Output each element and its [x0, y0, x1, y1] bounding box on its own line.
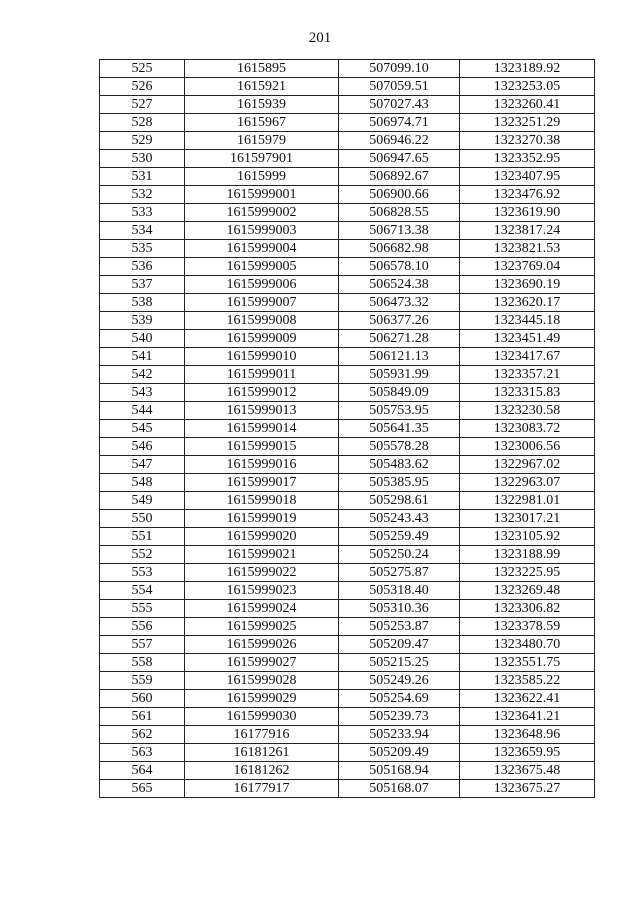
- point-id-cell: 1615999004: [185, 240, 339, 258]
- y-coordinate-cell: 1322981.01: [460, 492, 595, 510]
- x-coordinate-cell: 505250.24: [339, 546, 460, 564]
- point-number-cell: 536: [100, 258, 185, 276]
- point-id-cell: 1615999006: [185, 276, 339, 294]
- table-row: [100, 582, 595, 600]
- point-id-cell: 16181261: [185, 744, 339, 762]
- x-coordinate-cell: 505233.94: [339, 726, 460, 744]
- x-coordinate-cell: 505168.07: [339, 780, 460, 798]
- x-coordinate-cell: 506377.26: [339, 312, 460, 330]
- point-number-cell: 554: [100, 582, 185, 600]
- y-coordinate-cell: 1323378.59: [460, 618, 595, 636]
- point-number-cell: 530: [100, 150, 185, 168]
- point-id-cell: 1615999016: [185, 456, 339, 474]
- y-coordinate-cell: 1323675.48: [460, 762, 595, 780]
- table-row: [100, 402, 595, 420]
- x-coordinate-cell: 505318.40: [339, 582, 460, 600]
- table-row: [100, 546, 595, 564]
- y-coordinate-cell: 1323188.99: [460, 546, 595, 564]
- table-row: [100, 672, 595, 690]
- point-number-cell: 537: [100, 276, 185, 294]
- point-number-cell: 544: [100, 402, 185, 420]
- y-coordinate-cell: 1323769.04: [460, 258, 595, 276]
- x-coordinate-cell: 505578.28: [339, 438, 460, 456]
- point-number-cell: 563: [100, 744, 185, 762]
- point-number-cell: 557: [100, 636, 185, 654]
- point-number-cell: 526: [100, 78, 185, 96]
- y-coordinate-cell: 1323260.41: [460, 96, 595, 114]
- x-coordinate-cell: 505209.47: [339, 636, 460, 654]
- point-id-cell: 1615999001: [185, 186, 339, 204]
- y-coordinate-cell: 1323083.72: [460, 420, 595, 438]
- table-row: [100, 564, 595, 582]
- coordinates-table-body: [100, 60, 595, 798]
- point-id-cell: 1615999029: [185, 690, 339, 708]
- point-id-cell: 16177917: [185, 780, 339, 798]
- y-coordinate-cell: 1323619.90: [460, 204, 595, 222]
- point-number-cell: 549: [100, 492, 185, 510]
- y-coordinate-cell: 1323641.21: [460, 708, 595, 726]
- table-row: [100, 330, 595, 348]
- table-row: [100, 114, 595, 132]
- table-row: [100, 348, 595, 366]
- x-coordinate-cell: 505259.49: [339, 528, 460, 546]
- point-id-cell: 1615967: [185, 114, 339, 132]
- x-coordinate-cell: 506974.71: [339, 114, 460, 132]
- y-coordinate-cell: 1323620.17: [460, 294, 595, 312]
- x-coordinate-cell: 505168.94: [339, 762, 460, 780]
- point-number-cell: 531: [100, 168, 185, 186]
- x-coordinate-cell: 506892.67: [339, 168, 460, 186]
- table-row: [100, 528, 595, 546]
- x-coordinate-cell: 505298.61: [339, 492, 460, 510]
- point-number-cell: 539: [100, 312, 185, 330]
- table-row: [100, 240, 595, 258]
- x-coordinate-cell: 505253.87: [339, 618, 460, 636]
- point-id-cell: 1615999018: [185, 492, 339, 510]
- table-row: [100, 438, 595, 456]
- table-row: [100, 384, 595, 402]
- table-row: [100, 78, 595, 96]
- point-id-cell: 1615999012: [185, 384, 339, 402]
- table-row: [100, 294, 595, 312]
- point-number-cell: 558: [100, 654, 185, 672]
- x-coordinate-cell: 505753.95: [339, 402, 460, 420]
- x-coordinate-cell: 507059.51: [339, 78, 460, 96]
- x-coordinate-cell: 505385.95: [339, 474, 460, 492]
- point-number-cell: 560: [100, 690, 185, 708]
- point-id-cell: 1615999010: [185, 348, 339, 366]
- point-id-cell: 1615999017: [185, 474, 339, 492]
- y-coordinate-cell: 1323006.56: [460, 438, 595, 456]
- point-id-cell: 16177916: [185, 726, 339, 744]
- point-id-cell: 1615999015: [185, 438, 339, 456]
- table-row: [100, 168, 595, 186]
- y-coordinate-cell: 1323817.24: [460, 222, 595, 240]
- y-coordinate-cell: 1323230.58: [460, 402, 595, 420]
- y-coordinate-cell: 1323315.83: [460, 384, 595, 402]
- point-number-cell: 553: [100, 564, 185, 582]
- y-coordinate-cell: 1323105.92: [460, 528, 595, 546]
- x-coordinate-cell: 507099.10: [339, 60, 460, 78]
- table-row: [100, 60, 595, 78]
- point-id-cell: 161597901: [185, 150, 339, 168]
- y-coordinate-cell: 1323476.92: [460, 186, 595, 204]
- table-row: [100, 636, 595, 654]
- point-id-cell: 1615999014: [185, 420, 339, 438]
- point-id-cell: 1615999009: [185, 330, 339, 348]
- point-id-cell: 1615999: [185, 168, 339, 186]
- point-number-cell: 529: [100, 132, 185, 150]
- point-number-cell: 541: [100, 348, 185, 366]
- x-coordinate-cell: 505931.99: [339, 366, 460, 384]
- point-number-cell: 555: [100, 600, 185, 618]
- y-coordinate-cell: 1323648.96: [460, 726, 595, 744]
- point-id-cell: 1615979: [185, 132, 339, 150]
- x-coordinate-cell: 505243.43: [339, 510, 460, 528]
- table-row: [100, 654, 595, 672]
- point-id-cell: 1615999019: [185, 510, 339, 528]
- x-coordinate-cell: 505641.35: [339, 420, 460, 438]
- y-coordinate-cell: 1323017.21: [460, 510, 595, 528]
- y-coordinate-cell: 1323480.70: [460, 636, 595, 654]
- x-coordinate-cell: 505275.87: [339, 564, 460, 582]
- point-id-cell: 1615999011: [185, 366, 339, 384]
- table-row: [100, 708, 595, 726]
- y-coordinate-cell: 1323269.48: [460, 582, 595, 600]
- table-row: [100, 312, 595, 330]
- y-coordinate-cell: 1323225.95: [460, 564, 595, 582]
- coordinates-table: [99, 59, 595, 798]
- x-coordinate-cell: 506121.13: [339, 348, 460, 366]
- point-number-cell: 565: [100, 780, 185, 798]
- table-row: [100, 96, 595, 114]
- table-row: [100, 744, 595, 762]
- table-row: [100, 762, 595, 780]
- table-row: [100, 150, 595, 168]
- y-coordinate-cell: 1323451.49: [460, 330, 595, 348]
- y-coordinate-cell: 1323352.95: [460, 150, 595, 168]
- x-coordinate-cell: 505254.69: [339, 690, 460, 708]
- y-coordinate-cell: 1323189.92: [460, 60, 595, 78]
- point-number-cell: 533: [100, 204, 185, 222]
- point-number-cell: 528: [100, 114, 185, 132]
- table-row: [100, 600, 595, 618]
- point-id-cell: 1615999003: [185, 222, 339, 240]
- table-row: [100, 456, 595, 474]
- table-row: [100, 780, 595, 798]
- x-coordinate-cell: 506713.38: [339, 222, 460, 240]
- x-coordinate-cell: 505209.49: [339, 744, 460, 762]
- point-id-cell: 1615999020: [185, 528, 339, 546]
- x-coordinate-cell: 505215.25: [339, 654, 460, 672]
- y-coordinate-cell: 1323407.95: [460, 168, 595, 186]
- point-number-cell: 561: [100, 708, 185, 726]
- point-number-cell: 551: [100, 528, 185, 546]
- point-number-cell: 564: [100, 762, 185, 780]
- point-number-cell: 552: [100, 546, 185, 564]
- point-number-cell: 545: [100, 420, 185, 438]
- x-coordinate-cell: 505249.26: [339, 672, 460, 690]
- x-coordinate-cell: 506473.32: [339, 294, 460, 312]
- point-id-cell: 1615999005: [185, 258, 339, 276]
- table-row: [100, 420, 595, 438]
- point-number-cell: 527: [100, 96, 185, 114]
- point-number-cell: 556: [100, 618, 185, 636]
- point-number-cell: 535: [100, 240, 185, 258]
- point-id-cell: 1615939: [185, 96, 339, 114]
- table-row: [100, 492, 595, 510]
- y-coordinate-cell: 1323675.27: [460, 780, 595, 798]
- point-id-cell: 1615999002: [185, 204, 339, 222]
- table-row: [100, 510, 595, 528]
- point-number-cell: 542: [100, 366, 185, 384]
- point-id-cell: 16181262: [185, 762, 339, 780]
- table-row: [100, 276, 595, 294]
- x-coordinate-cell: 505849.09: [339, 384, 460, 402]
- point-id-cell: 1615999008: [185, 312, 339, 330]
- y-coordinate-cell: 1323357.21: [460, 366, 595, 384]
- x-coordinate-cell: 506578.10: [339, 258, 460, 276]
- table-row: [100, 366, 595, 384]
- x-coordinate-cell: 505310.36: [339, 600, 460, 618]
- point-id-cell: 1615999028: [185, 672, 339, 690]
- table-row: [100, 204, 595, 222]
- point-number-cell: 543: [100, 384, 185, 402]
- point-number-cell: 562: [100, 726, 185, 744]
- x-coordinate-cell: 506271.28: [339, 330, 460, 348]
- x-coordinate-cell: 505483.62: [339, 456, 460, 474]
- y-coordinate-cell: 1323585.22: [460, 672, 595, 690]
- point-id-cell: 1615999021: [185, 546, 339, 564]
- table-row: [100, 474, 595, 492]
- y-coordinate-cell: 1323306.82: [460, 600, 595, 618]
- table-row: [100, 618, 595, 636]
- point-id-cell: 1615999023: [185, 582, 339, 600]
- point-number-cell: 550: [100, 510, 185, 528]
- point-number-cell: 532: [100, 186, 185, 204]
- y-coordinate-cell: 1322967.02: [460, 456, 595, 474]
- y-coordinate-cell: 1323270.38: [460, 132, 595, 150]
- y-coordinate-cell: 1323659.95: [460, 744, 595, 762]
- point-id-cell: 1615999026: [185, 636, 339, 654]
- table-row: [100, 258, 595, 276]
- point-id-cell: 1615999024: [185, 600, 339, 618]
- point-number-cell: 559: [100, 672, 185, 690]
- x-coordinate-cell: 506828.55: [339, 204, 460, 222]
- x-coordinate-cell: 506947.65: [339, 150, 460, 168]
- point-id-cell: 1615999007: [185, 294, 339, 312]
- point-id-cell: 1615921: [185, 78, 339, 96]
- table-row: [100, 222, 595, 240]
- point-number-cell: 548: [100, 474, 185, 492]
- point-id-cell: 1615999030: [185, 708, 339, 726]
- y-coordinate-cell: 1322963.07: [460, 474, 595, 492]
- point-id-cell: 1615999027: [185, 654, 339, 672]
- table-row: [100, 690, 595, 708]
- y-coordinate-cell: 1323445.18: [460, 312, 595, 330]
- y-coordinate-cell: 1323821.53: [460, 240, 595, 258]
- y-coordinate-cell: 1323417.67: [460, 348, 595, 366]
- point-number-cell: 538: [100, 294, 185, 312]
- x-coordinate-cell: 506900.66: [339, 186, 460, 204]
- y-coordinate-cell: 1323251.29: [460, 114, 595, 132]
- x-coordinate-cell: 506524.38: [339, 276, 460, 294]
- x-coordinate-cell: 505239.73: [339, 708, 460, 726]
- y-coordinate-cell: 1323253.05: [460, 78, 595, 96]
- point-id-cell: 1615999022: [185, 564, 339, 582]
- point-number-cell: 546: [100, 438, 185, 456]
- point-number-cell: 540: [100, 330, 185, 348]
- point-number-cell: 525: [100, 60, 185, 78]
- x-coordinate-cell: 506946.22: [339, 132, 460, 150]
- x-coordinate-cell: 507027.43: [339, 96, 460, 114]
- page-number: 201: [308, 30, 332, 46]
- table-row: [100, 186, 595, 204]
- y-coordinate-cell: 1323690.19: [460, 276, 595, 294]
- point-number-cell: 534: [100, 222, 185, 240]
- point-number-cell: 547: [100, 456, 185, 474]
- point-id-cell: 1615999025: [185, 618, 339, 636]
- table-row: [100, 132, 595, 150]
- point-id-cell: 1615895: [185, 60, 339, 78]
- table-row: [100, 726, 595, 744]
- point-id-cell: 1615999013: [185, 402, 339, 420]
- y-coordinate-cell: 1323622.41: [460, 690, 595, 708]
- y-coordinate-cell: 1323551.75: [460, 654, 595, 672]
- x-coordinate-cell: 506682.98: [339, 240, 460, 258]
